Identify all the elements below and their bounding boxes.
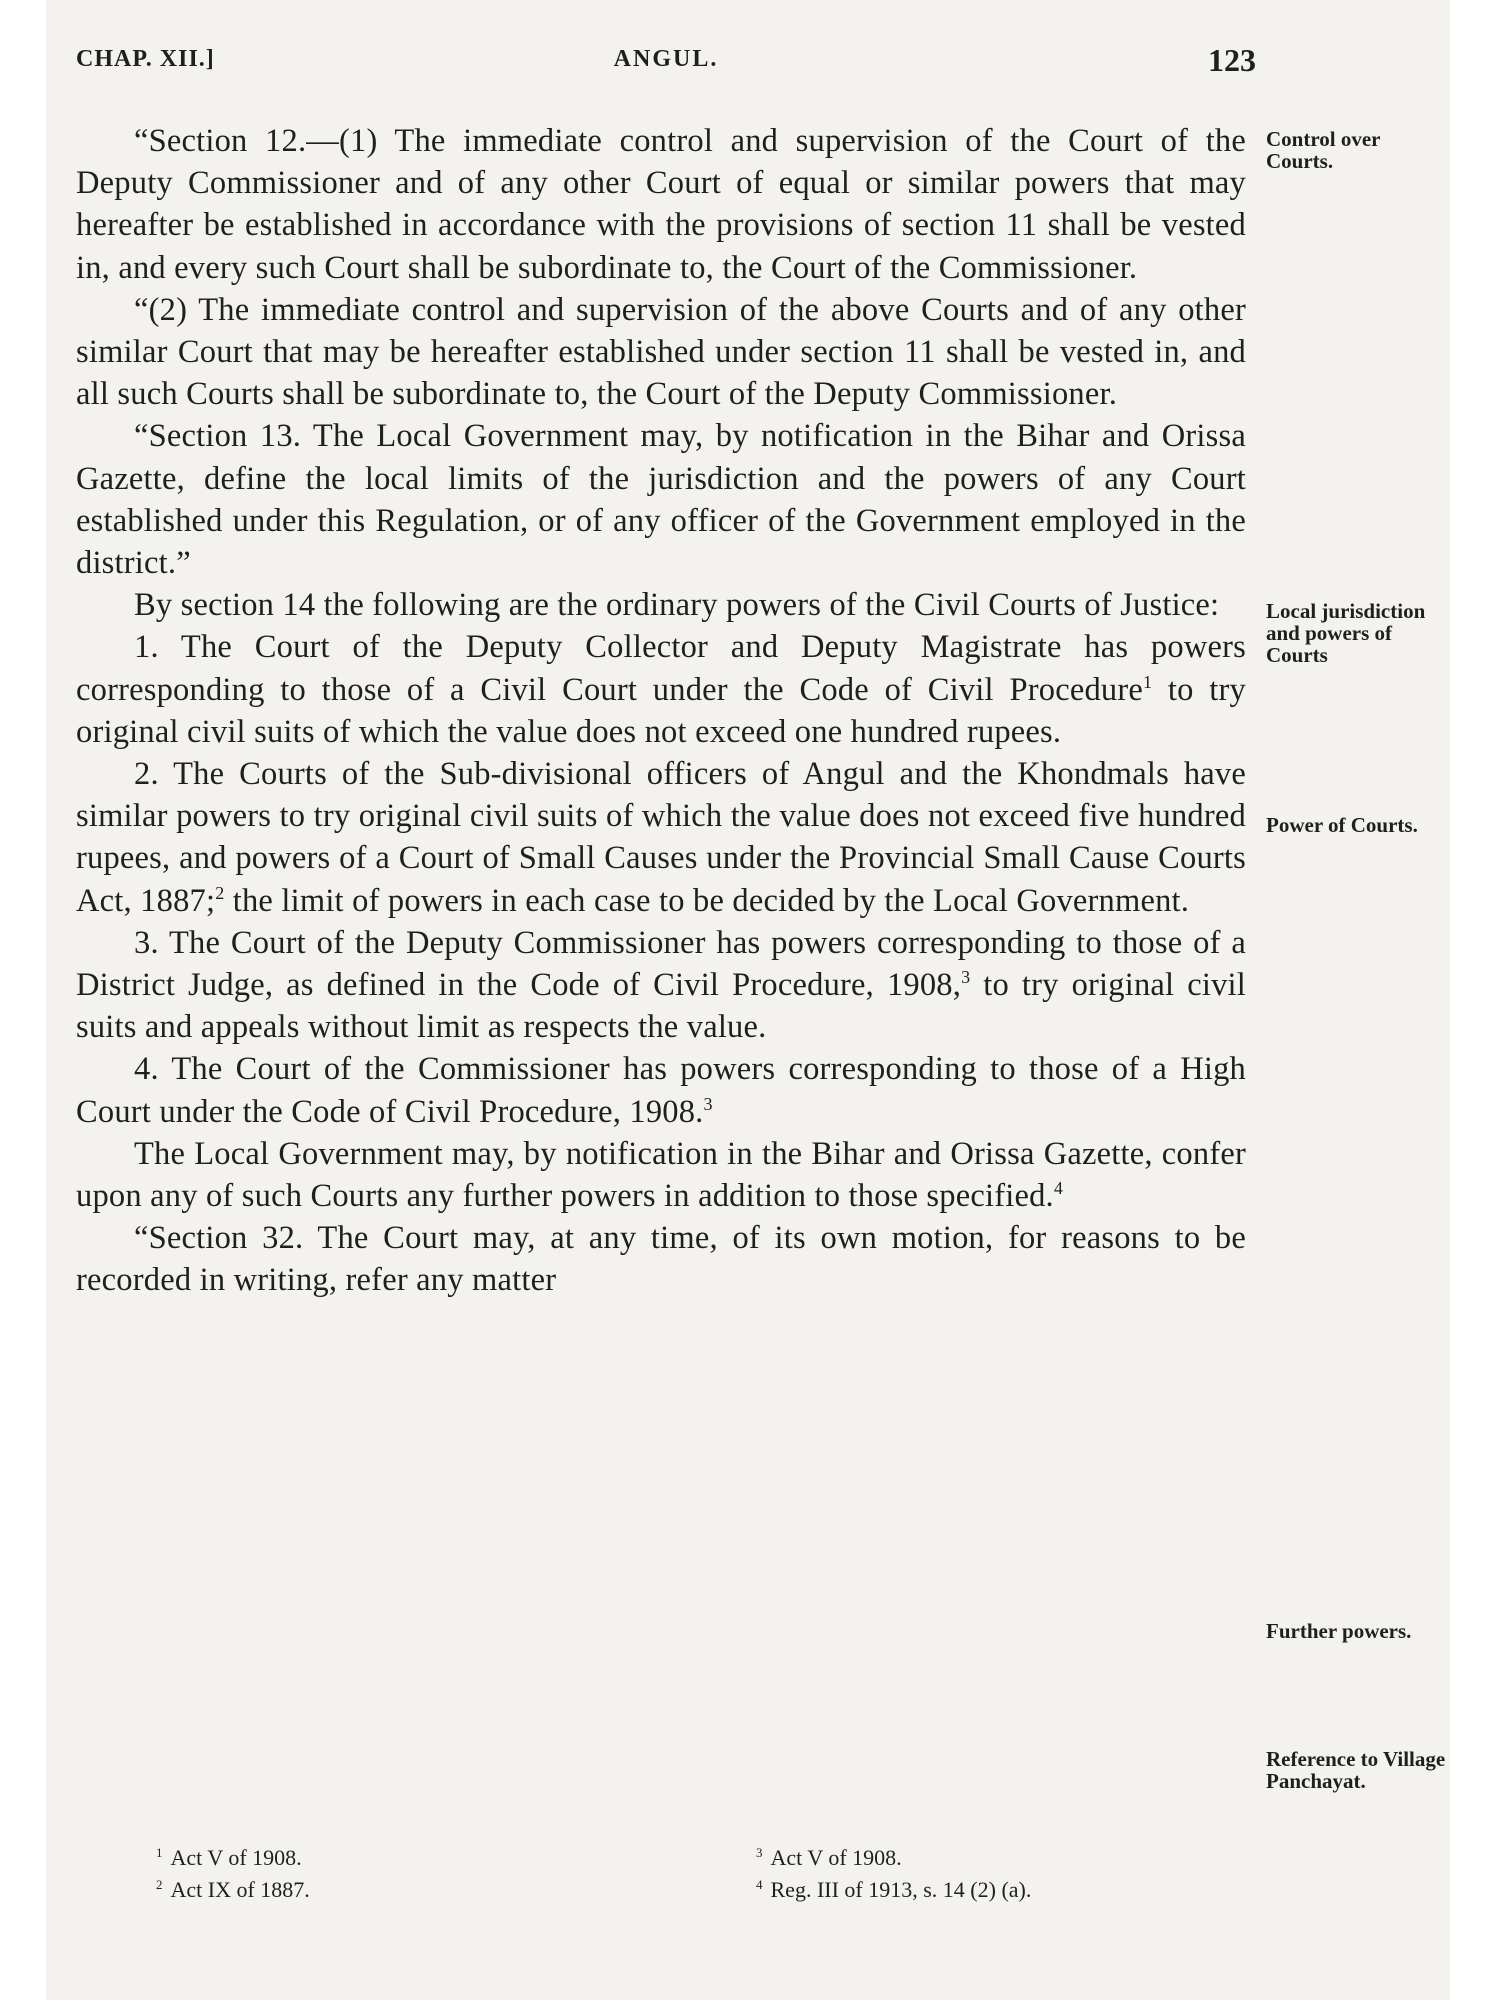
footnote-ref-3a: 3 <box>961 967 971 988</box>
item-3-text-b: to try original civil suits and appeals without limit as respects the value. <box>76 967 1246 1046</box>
paragraph-item-3 <box>76 922 1246 1049</box>
footnote-4 <box>756 1874 1031 1906</box>
footnote-2-mark: 2 <box>156 1876 163 1892</box>
running-title: ANGUL. <box>613 46 719 72</box>
paragraph-section-14-intro: By section 14 the following are the ordinary powers of the Civil Courts of Justice: <box>134 587 1220 624</box>
paragraph-further-powers <box>76 1133 1246 1217</box>
body-text <box>76 120 1246 1302</box>
page-number: 123 <box>1208 42 1256 78</box>
footnote-1-text: Act V of 1908. <box>170 1845 302 1870</box>
paragraph-section-12-1: “Section 12.—(1) The immediate control and supervision of the Court of the Deputy Commissioner and of any other Court of equal or similar powers that may hereafter be established in accordance with the provisions of section 11 shall be vested in, and every such Court shall be subordinate to, the Court of the Commissioner. <box>76 123 1246 286</box>
footnote-ref-1: 1 <box>1143 671 1153 692</box>
margin-note-local-jurisdiction: Local jurisdiction and powers of Courts <box>1266 599 1426 667</box>
paragraph-section-13: “Section 13. The Local Government may, by notification in the Bihar and Orissa Gazette, define the local limits of the jurisdiction and the powers of any Court established under this Regulation, or of any officer of the Government employed in the district.” <box>76 418 1246 582</box>
document-page <box>46 0 1450 2000</box>
footnote-1-mark: 1 <box>156 1844 163 1860</box>
footnote-ref-3b: 3 <box>703 1093 713 1114</box>
running-header <box>76 42 1256 86</box>
paragraph-section-32: “Section 32. The Court may, at any time, of its own motion, for reasons to be recorded in writing, refer any matter <box>76 1220 1246 1299</box>
margin-note-village-panchayat: Reference to Village Panchayat. <box>1266 1747 1446 1793</box>
footnotes <box>106 1842 1246 1912</box>
footnote-3 <box>756 1842 902 1874</box>
chapter-label: CHAP. XII.] <box>76 46 215 72</box>
footnote-ref-4: 4 <box>1053 1178 1064 1199</box>
paragraph-item-4 <box>76 1048 1246 1132</box>
paragraph-section-12-2: “(2) The immediate control and supervision of the above Courts and of any other similar Court that may be hereafter established under section 11 shall be vested in, and all such Courts shall be subordinate to, the Court of the Deputy Commissioner. <box>76 291 1246 413</box>
item-1-text-a: 1. The Court of the Deputy Collector and Deputy Magistrate has powers corresponding to those of a Civil Court under the Code of Civil Procedure <box>76 629 1246 708</box>
footnote-4-mark: 4 <box>756 1876 763 1892</box>
margin-note-control-over-courts: Control over Courts. <box>1266 127 1381 173</box>
footnote-3-mark: 3 <box>756 1844 763 1860</box>
paragraph-item-2 <box>76 753 1246 922</box>
footnote-2-text: Act IX of 1887. <box>170 1877 310 1902</box>
paragraph-item-1 <box>76 626 1246 753</box>
item-4-text: 4. The Court of the Commissioner has powers corresponding to those of a High Court under the Code of Civil Procedure, 1908. <box>76 1051 1246 1130</box>
footnote-1 <box>156 1842 302 1874</box>
footnote-4-text: Reg. III of 1913, s. 14 (2) (a). <box>770 1877 1032 1902</box>
item-2-text-a: 2. The Courts of the Sub-divisional officers of Angul and the Khondmals have similar powers to try original civil suits of which the value does not exceed five hundred rupees, and powers of a Court of Small Causes under the Provincial Small Cause Courts Act, 1887; <box>76 756 1246 919</box>
item-2-text-b: the limit of powers in each case to be decided by the Local Government. <box>232 882 1190 919</box>
footnote-2 <box>156 1874 310 1906</box>
margin-note-power-of-courts: Power of Courts. <box>1266 813 1418 837</box>
item-3-text-a: 3. The Court of the Deputy Commissioner has powers corresponding to those of a District Judge, as defined in the Code of Civil Procedure, 1908, <box>76 924 1246 1004</box>
item-1-text-b: to try original civil suits of which the value does not exceed one hundred rupees. <box>76 671 1246 750</box>
margin-note-further-powers: Further powers. <box>1266 1619 1412 1643</box>
footnote-3-text: Act V of 1908. <box>770 1845 902 1870</box>
further-powers-text: The Local Government may, by notification in the Bihar and Orissa Gazette, confer upon any of such Courts any further powers in addition to those specified. <box>76 1135 1246 1215</box>
footnote-ref-2: 2 <box>215 882 225 903</box>
